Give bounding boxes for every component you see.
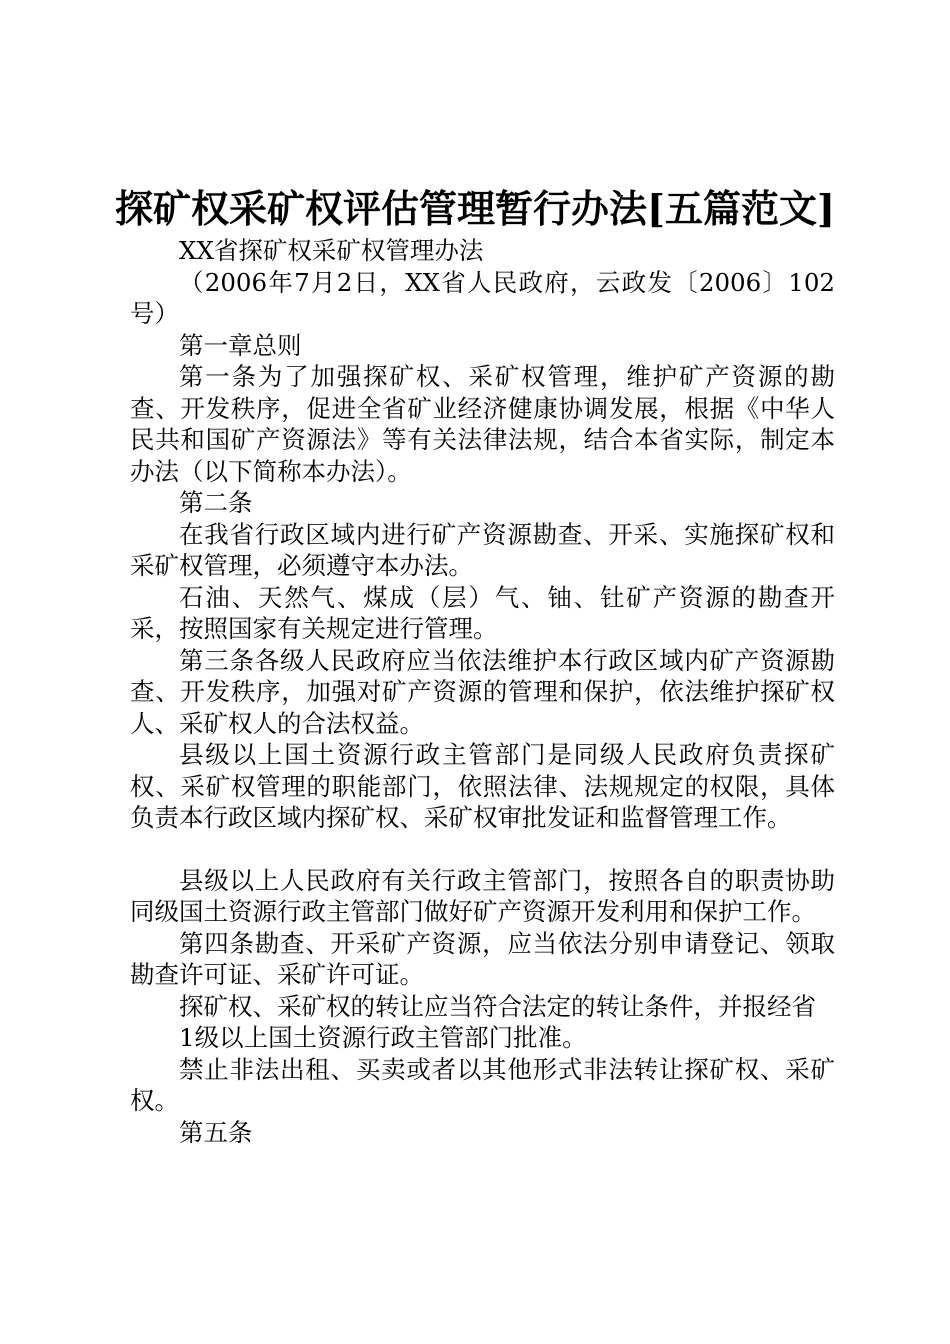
paragraph-article-2-body: 在我省行政区域内进行矿产资源勘查、开采、实施探矿权和采矿权管理，必须遵守本办法。 [130, 519, 835, 580]
paragraph-article-2-heading: 第二条 [179, 488, 253, 517]
paragraph-article-2-note: 石油、天然气、煤成（层）气、铀、钍矿产资源的勘查开采，按照国家有关规定进行管理。 [130, 582, 835, 643]
paragraph-article-4: 第四条勘查、开采矿产资源，应当依法分别申请登记、领取勘查许可证、采矿许可证。 [130, 928, 835, 989]
paragraph-article-4-transfer: 探矿权、采矿权的转让应当符合法定的转让条件，并报经省 [179, 991, 816, 1021]
document-body [130, 235, 835, 1148]
paragraph-article-5-heading: 第五条 [179, 1117, 253, 1147]
paragraph-article-3-assist: 县级以上人民政府有关行政主管部门，按照各自的职责协助同级国土资源行政主管部门做好矿产资源开发利用和保护工作。 [130, 865, 835, 926]
paragraph-subtitle: XX省探矿权采矿权管理办法 [179, 236, 484, 265]
paragraph-article-1: 第一条为了加强探矿权、采矿权管理，维护矿产资源的勘查、开发秩序，促进全省矿业经济健康协调发展，根据《中华人民共和国矿产资源法》等有关法律法规，结合本省实际，制定本办法（以下简称本办法）。 [130, 362, 835, 486]
paragraph-source: （2006年7月2日，XX省人民政府，云政发〔2006〕102号） [130, 267, 835, 328]
paragraph-chapter-heading: 第一章总则 [179, 330, 302, 360]
paragraph-article-4-prohibit: 禁止非法出租、买卖或者以其他形式非法转让探矿权、采矿权。 [130, 1054, 835, 1115]
paragraph-article-3-dept: 县级以上国土资源行政主管部门是同级人民政府负责探矿权、采矿权管理的职能部门，依照法律、法规规定的权限，具体负责本行政区域内探矿权、采矿权审批发证和监督管理工作。 [130, 740, 835, 832]
document-title: 探矿权采矿权评估管理暂行办法[五篇范文] [115, 186, 835, 231]
paragraph-article-3: 第三条各级人民政府应当依法维护本行政区域内矿产资源勘查、开发秩序，加强对矿产资源的管理和保护，依法维护探矿权人、采矿权人的合法权益。 [130, 645, 835, 738]
paragraph-article-4-approval: 1级以上国土资源行政主管部门批准。 [179, 1023, 587, 1052]
